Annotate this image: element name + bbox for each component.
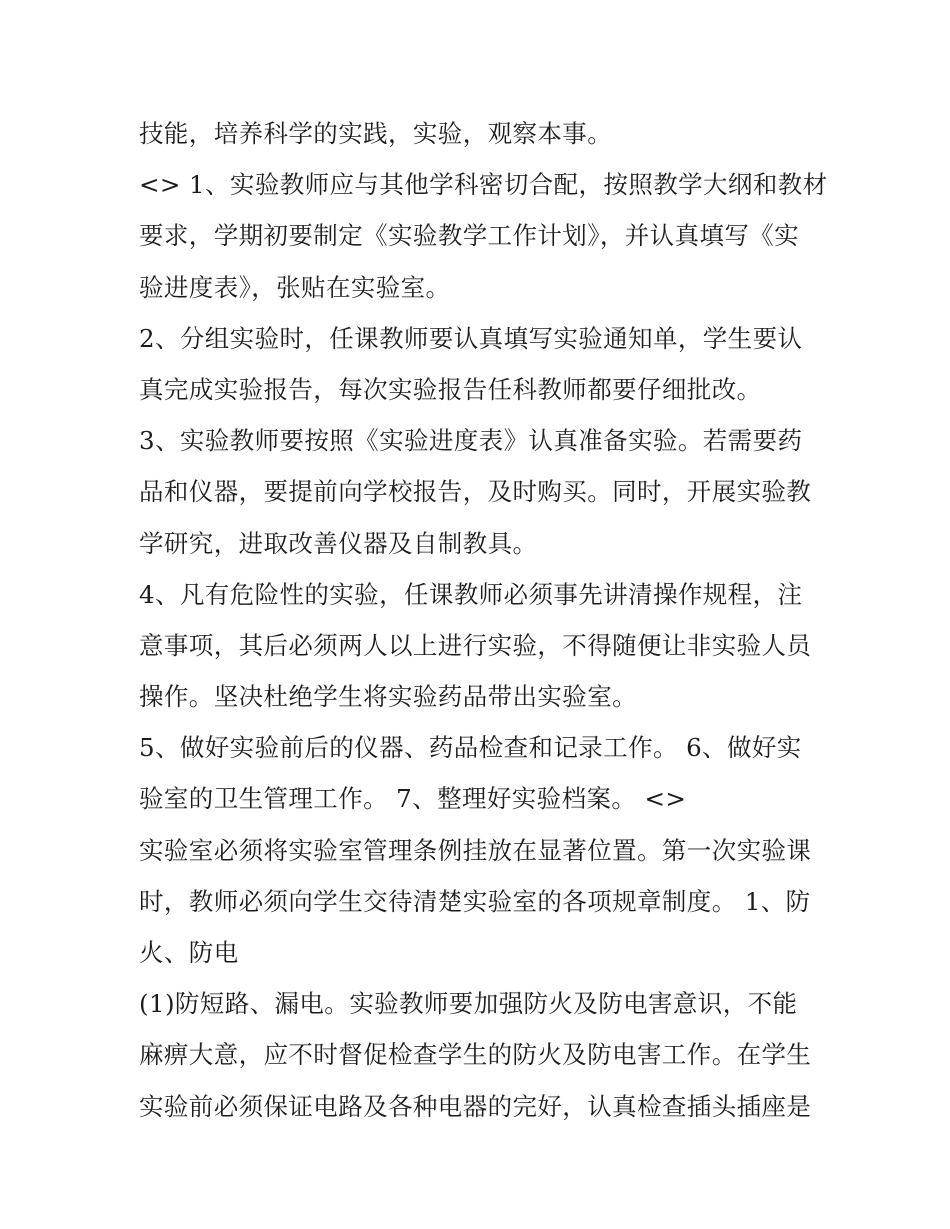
- text-line: 麻痹大意，应不时督促检查学生的防火及防电害工作。在学生: [139, 1040, 812, 1070]
- text-line: 实验室必须将实验室管理条例挂放在显著位置。第一次实验课: [139, 835, 812, 865]
- text-line: 验进度表》，张贴在实验室。: [139, 272, 451, 302]
- text-line: 2、分组实验时，任课教师要认真填写实验通知单，学生要认: [139, 323, 803, 353]
- text-line: 火、防电: [139, 938, 239, 967]
- document-body: [139, 108, 829, 1132]
- text-line: 真完成实验报告，每次实验报告任科教师都要仔细批改。: [139, 374, 762, 404]
- text-line: 品和仪器，要提前向学校报告，及时购买。同时，开展实验教: [139, 477, 812, 507]
- text-line: 验室的卫生管理工作。 7、整理好实验档案。 <>: [139, 784, 687, 814]
- text-line: 学研究，进取改善仪器及自制教具。: [139, 528, 538, 558]
- text-line: 实验前必须保证电路及各种电器的完好，认真检查插头插座是: [139, 1091, 812, 1121]
- text-line: 时，教师必须向学生交待清楚实验室的各项规章制度。 1、防: [139, 886, 811, 916]
- text-line: 意事项，其后必须两人以上进行实验，不得随便让非实验人员: [139, 630, 812, 660]
- text-line: (1)防短路、漏电。实验教师要加强防火及防电害意识，不能: [139, 989, 798, 1019]
- text-line: 3、实验教师要按照《实验进度表》认真准备实验。若需要药: [139, 426, 803, 456]
- text-line: 技能，培养科学的实践，实验，观察本事。: [139, 119, 613, 148]
- text-line: 要求，学期初要制定《实验教学工作计划》，并认真填写《实: [139, 221, 800, 251]
- text-line: 5、做好实验前后的仪器、药品检查和记录工作。 6、做好实: [139, 733, 802, 763]
- text-line: 操作。坚决杜绝学生将实验药品带出实验室。: [139, 682, 637, 712]
- text-line: <> 1、实验教师应与其他学科密切合配，按照教学大纲和教材: [139, 170, 828, 200]
- text-line: 4、凡有危险性的实验，任课教师必须事先讲清操作规程，注: [139, 579, 803, 609]
